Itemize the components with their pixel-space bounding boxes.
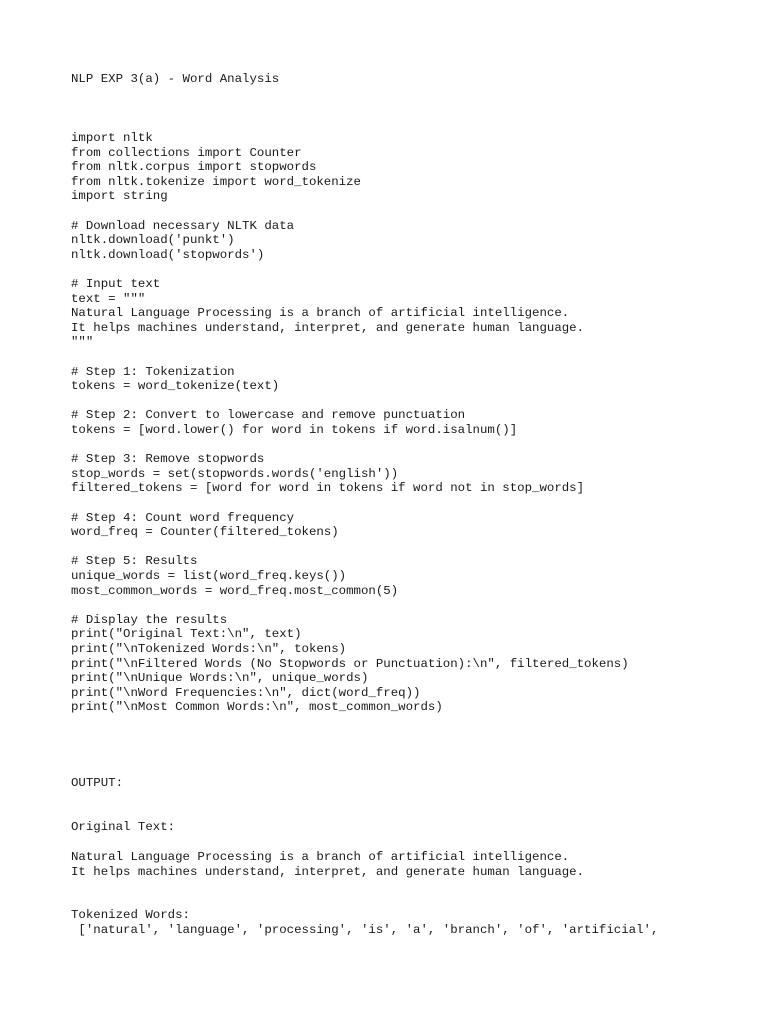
code-line: # Input text	[71, 277, 161, 291]
code-line: from nltk.tokenize import word_tokenize	[71, 174, 361, 189]
original-text-line: It helps machines understand, interpret, and generate human language.	[71, 864, 585, 879]
code-line: # Step 4: Count word frequency	[71, 510, 295, 525]
output-heading: OUTPUT:	[71, 776, 124, 790]
code-line: tokens = word_tokenize(text)	[71, 379, 280, 394]
code-line: # Step 1: Tokenization	[71, 364, 235, 379]
code-line: # Step 5: Results	[71, 554, 198, 569]
code-line: stop_words = set(stopwords.words('english'))	[71, 466, 399, 481]
tokenized-output: ['natural', 'language', 'processing', 'is', 'a', 'branch', 'of', 'artificial',	[71, 922, 659, 937]
code-line: """	[71, 335, 94, 350]
code-line: import string	[71, 189, 168, 204]
code-line: word_freq = Counter(filtered_tokens)	[71, 525, 339, 540]
document-title: NLP EXP 3(a) - Word Analysis	[71, 72, 280, 86]
code-line: # Display the results	[71, 612, 228, 627]
code-line: from nltk.corpus import stopwords	[71, 160, 317, 175]
code-line: print("\nUnique Words:\n", unique_words)	[71, 671, 369, 686]
code-line: Natural Language Processing is a branch of artificial intelligence.	[71, 306, 570, 321]
code-line: # Step 3: Remove stopwords	[71, 452, 265, 467]
code-line: # Download necessary NLTK data	[71, 218, 295, 233]
code-line: text = """	[71, 291, 146, 306]
code-line: nltk.download('punkt')	[71, 233, 235, 248]
code-line: filtered_tokens = [word for word in tokens if word not in stop_words]	[71, 481, 585, 496]
code-line: It helps machines understand, interpret, and generate human language.	[71, 320, 585, 335]
code-line: unique_words = list(word_freq.keys())	[71, 569, 347, 583]
code-line: most_common_words = word_freq.most_common(5)	[71, 583, 399, 598]
code-line: print("\nWord Frequencies:\n", dict(word_freq))	[71, 685, 421, 700]
tokenized-label: Tokenized Words:	[71, 908, 190, 922]
code-line: import nltk	[71, 131, 153, 145]
code-line: nltk.download('stopwords')	[71, 247, 265, 262]
code-line: print("\nTokenized Words:\n", tokens)	[71, 642, 347, 656]
code-line: from collections import Counter	[71, 145, 302, 160]
original-text-line: Natural Language Processing is a branch of artificial intelligence.	[71, 850, 570, 864]
code-line: tokens = [word.lower() for word in tokens if word.isalnum()]	[71, 423, 518, 437]
code-line: # Step 2: Convert to lowercase and remove punctuation	[71, 408, 466, 423]
code-line: print("\nMost Common Words:\n", most_common_words)	[71, 700, 443, 715]
code-line: print("\nFiltered Words (No Stopwords or Punctuation):\n", filtered_tokens)	[71, 656, 629, 671]
code-line: print("Original Text:\n", text)	[71, 627, 302, 642]
original-text-label: Original Text:	[71, 820, 176, 834]
